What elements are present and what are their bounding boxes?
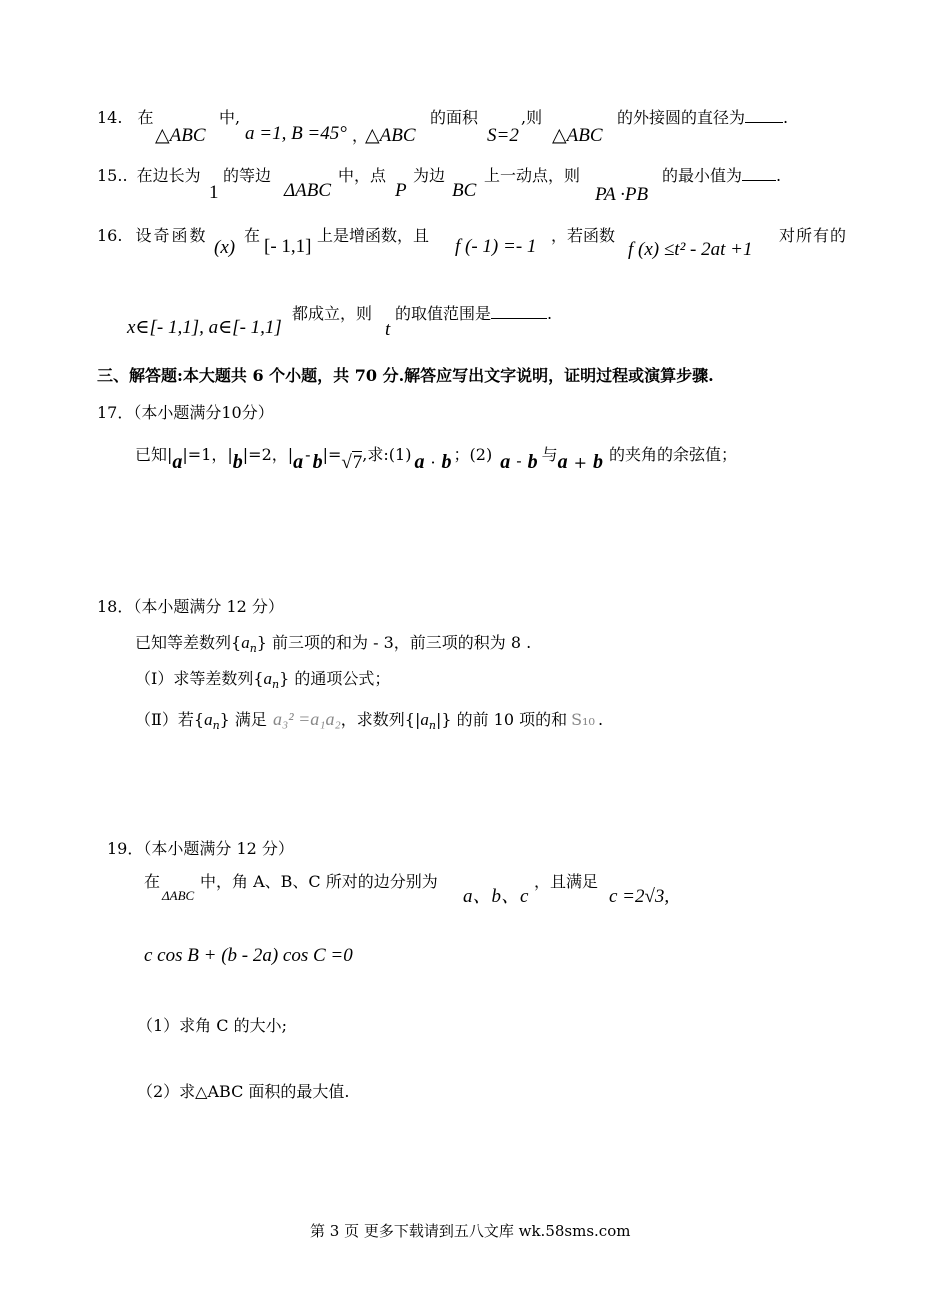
q19-sub-1: （1）求角 C 的大小; — [137, 1016, 287, 1035]
q16-interval: [- 1,1] — [264, 236, 312, 257]
q14-text-4: ,则 — [521, 108, 543, 127]
q19-text-2: 中，角 A、B、C 所对的边分别为 — [200, 872, 438, 891]
q14-area: S=2 — [487, 125, 519, 146]
q15-text-3: 中，点 — [338, 166, 387, 185]
q18-heading: 18．（本小题满分 12 分） — [97, 597, 284, 616]
q14-condition: a =1, B =45° — [245, 123, 347, 144]
answer-blank — [491, 318, 547, 319]
q19-sides: a、b、c — [463, 886, 529, 907]
q14-text-2: 中, — [219, 108, 241, 127]
answer-blank — [745, 122, 783, 123]
q15-point-p: P — [395, 180, 407, 201]
q15-line: 15.. 在边长为 — [97, 166, 201, 185]
q16-text-2: 在 — [244, 226, 261, 245]
q15-text-6: 的最小值为 . — [662, 166, 782, 185]
q19-triangle: ΔABC — [162, 888, 195, 903]
q19-equation: c cos B + (b - 2a) cos C =0 — [144, 945, 353, 966]
q16-text-5: 对所有的 — [779, 226, 848, 245]
q19-c-equation: c =2√3, — [609, 886, 670, 907]
q18-line-3: （Ⅱ）若$\{a_n\}$ 满足 a₃² =a₁a₂，求数列$\{|a_n|\}$ 的前 10 项的和 S₁₀ . — [135, 709, 604, 732]
q15-expression: PA ·PB — [595, 184, 649, 205]
q16-condition: f (- 1) =- 1 — [455, 236, 537, 257]
answer-blank — [742, 180, 776, 181]
vector-b: b — [232, 451, 243, 473]
q14-comma: ， — [352, 126, 369, 145]
q14-triangle-3: △ABC — [552, 125, 603, 146]
q16-domain: x∈[- 1,1], a∈[- 1,1] — [127, 317, 282, 338]
q18-line-1: 已知等差数列$\{a_n\}$ 前三项的和为 - 3，前三项的积为 8 . — [135, 633, 532, 655]
q18-line-2: （Ⅰ）求等差数列$\{a_n\}$ 的通项公式； — [135, 669, 391, 691]
q15-one: 1 — [209, 182, 219, 203]
q15-triangle: ΔABC — [284, 180, 332, 201]
q19-sub-2: （2）求△ABC 面积的最大值. — [137, 1082, 350, 1101]
q16-text-6: 都成立，则 — [292, 304, 373, 323]
sqrt-7: 7 — [352, 452, 363, 473]
vector-a: a — [172, 451, 183, 473]
q17-heading: 17．（本小题满分10分） — [97, 403, 274, 422]
q14-text-3: 的面积 — [430, 108, 479, 127]
q14-text-5: 的外接圆的直径为 . — [617, 108, 789, 127]
q14-number: 14. — [97, 108, 123, 127]
q15-text-2: 的等边 — [223, 166, 272, 185]
section-3-heading: 三、解答题:本大题共 6 个小题，共 70 分.解答应写出文字说明，证明过程或演算步骤. — [97, 366, 714, 385]
q16-inequality: f (x) ≤t² - 2at +1 — [628, 239, 753, 260]
q16-line: 16. 设奇函数 — [97, 226, 208, 245]
q14-triangle-2: △ABC — [365, 125, 416, 146]
q15-text-5: 上一动点，则 — [484, 166, 581, 185]
q16-text-7: 的取值范围是 . — [395, 304, 553, 323]
q17-line: 已知|a|=1，|b|=2，|a - b|=√7,求:(1) a · b ；(2) a - b 与a + b 的夹角的余弦值； — [135, 445, 738, 473]
q15-bc: BC — [452, 180, 477, 201]
q19-text-1: 在 — [144, 872, 161, 891]
q19-heading: 19．（本小题满分 12 分） — [107, 839, 294, 858]
q16-text-4: ，若函数 — [551, 226, 616, 245]
q16-number: 16. — [97, 226, 123, 245]
q14-triangle-1: △ABC — [155, 125, 206, 146]
q15-number: 15.. — [97, 166, 128, 185]
q16-fx: (x) — [214, 237, 236, 258]
page-footer: 第 3 页 更多下载请到五八文库 wk.58sms.com — [310, 1222, 631, 1240]
q16-t: t — [385, 319, 391, 340]
q19-text-3: ，且满足 — [534, 872, 599, 891]
q16-text-3: 上是增函数，且 — [317, 226, 430, 245]
q14-line: 14. 在 — [97, 108, 154, 127]
q15-text-4: 为边 — [413, 166, 446, 185]
